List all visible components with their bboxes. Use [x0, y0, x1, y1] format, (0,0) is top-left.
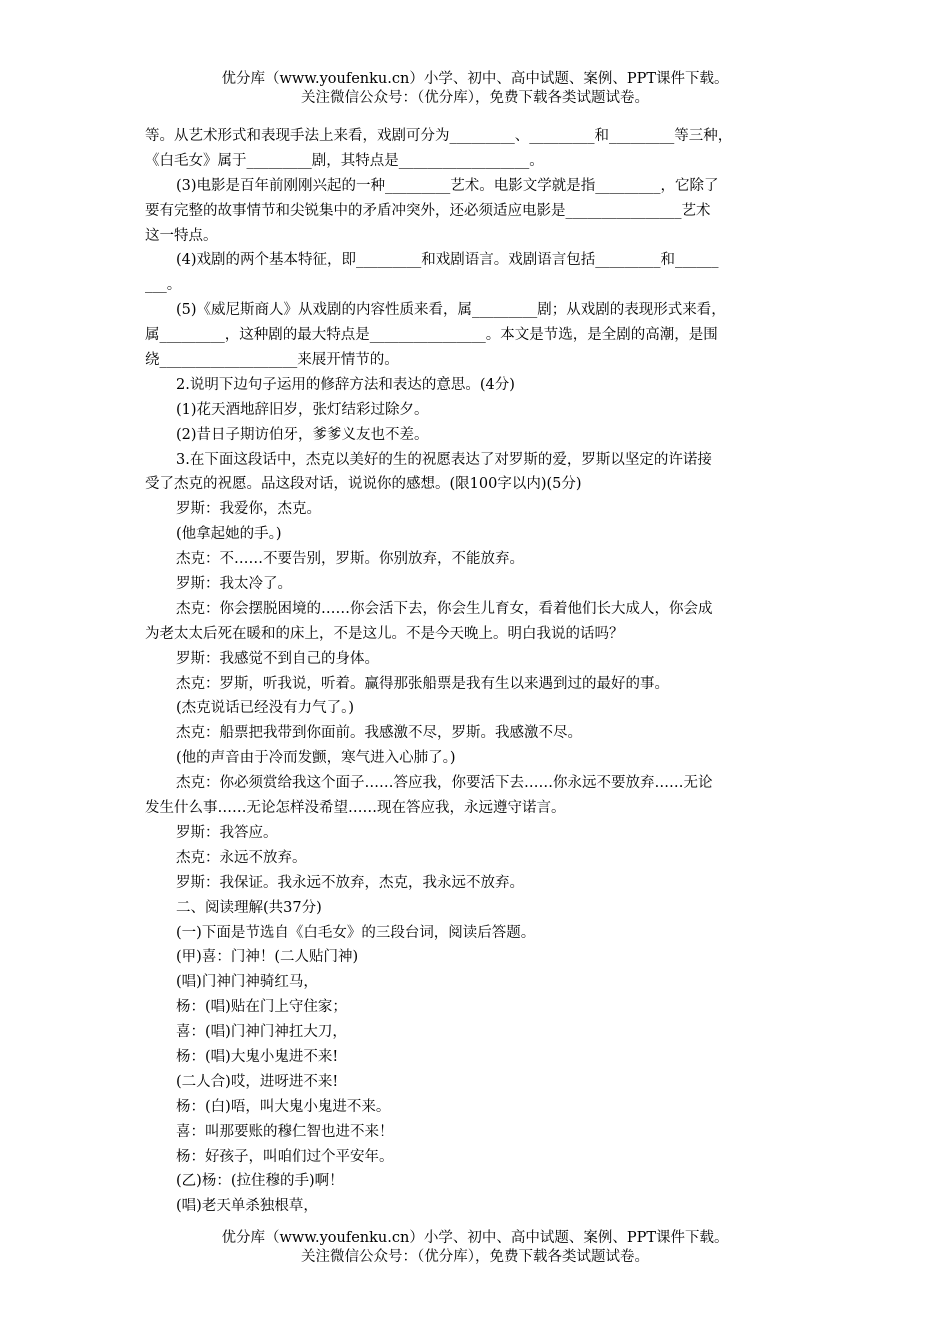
- footer-line-1: 优分库（www.youfenku.cn）小学、初中、高中试题、案例、PPT课件下载。: [221, 1230, 729, 1246]
- dialogue-line: 杰克：不……不要告别，罗斯。你别放弃，不能放弃。: [176, 551, 524, 568]
- text-line: 等。从艺术形式和表现手法上来看，戏剧可分为_________、_________和_________等三种，: [145, 128, 733, 144]
- script-line: (二人合)哎，进呀进不来!: [176, 1073, 339, 1090]
- dialogue-line: 杰克：你会摆脱困境的……你会活下去，你会生儿育女，看着他们长大成人，你会成: [176, 600, 713, 617]
- dialogue-line: 杰克：你必须赏给我这个面子……答应我，你要活下去……你永远不要放弃……无论: [176, 775, 713, 792]
- script-line: 杨：好孩子，叫咱们过个平安年。: [176, 1148, 394, 1165]
- text-line: (5)《威尼斯商人》从戏剧的内容性质来看，属_________剧；从戏剧的表现形式来看，: [176, 302, 726, 319]
- script-line: 杨：(白)唔，叫大鬼小鬼进不来。: [176, 1098, 391, 1115]
- dialogue-line: 罗斯：我保证。我永远不放弃，杰克，我永远不放弃。: [176, 874, 524, 891]
- text-line: 《白毛女》属于_________剧，其特点是__________________。: [145, 152, 544, 169]
- text-line: (2)昔日子期访伯牙，爹爹义友也不差。: [176, 426, 429, 443]
- text-line: 受了杰克的祝愿。品这段对话，说说你的感想。(限100字以内)(5分): [145, 476, 582, 493]
- text-line: (3)电影是百年前刚刚兴起的一种_________艺术。电影文学就是指_________，它除了: [176, 177, 719, 194]
- dialogue-line: 发生什么事……无论怎样没希望……现在答应我，永远遵守诺言。: [145, 800, 566, 817]
- text-line: (4)戏剧的两个基本特征，即_________和戏剧语言。戏剧语言包括_________和______: [176, 252, 719, 269]
- script-line: 喜：叫那要账的穆仁智也进不来！: [176, 1123, 394, 1140]
- dialogue-line: 罗斯：我感觉不到自己的身体。: [176, 650, 379, 667]
- footer-line-2: 关注微信公众号：（优分库），免费下载各类试题试卷。: [301, 1249, 649, 1265]
- text-line: 属_________，这种剧的最大特点是________________。本文是节选，是全剧的高潮，是围: [145, 327, 718, 344]
- dialogue-line: 为老太太后死在暖和的床上，不是这儿。不是今天晚上。明白我说的话吗？: [145, 625, 624, 642]
- section-heading: 二、阅读理解(共37分): [176, 899, 322, 916]
- page-header: [0, 70, 950, 108]
- document-body: [145, 124, 813, 1219]
- stage-direction: (他的声音由于冷而发颤，寒气进入心肺了。): [176, 750, 456, 767]
- text-line: 绕___________________来展开情节的。: [145, 352, 399, 369]
- script-line: 喜：(唱)门神门神扛大刀，: [176, 1024, 347, 1041]
- header-line-2: 关注微信公众号：（优分库），免费下载各类试题试卷。: [301, 90, 649, 106]
- question-heading: 3.在下面这段话中，杰克以美好的生的祝愿表达了对罗斯的爱，罗斯以坚定的许诺接: [176, 451, 712, 468]
- text-line: ___。: [145, 277, 182, 294]
- dialogue-line: 罗斯：我答应。: [176, 824, 278, 841]
- dialogue-line: 杰克：永远不放弃。: [176, 849, 307, 866]
- dialogue-line: 罗斯：我爱你，杰克。: [176, 501, 321, 518]
- header-line-1: 优分库（www.youfenku.cn）小学、初中、高中试题、案例、PPT课件下载。: [221, 71, 729, 87]
- dialogue-line: 杰克：船票把我带到你面前。我感激不尽，罗斯。我感激不尽。: [176, 725, 582, 742]
- question-heading: 2.说明下边句子运用的修辞方法和表达的意思。(4分): [176, 376, 515, 393]
- dialogue-line: 杰克：罗斯，听我说，听着。赢得那张船票是我有生以来遇到过的最好的事。: [176, 675, 669, 692]
- text-line: (1)花天酒地辞旧岁，张灯结彩过除夕。: [176, 401, 429, 418]
- stage-direction: (他拿起她的手。): [176, 526, 282, 543]
- text-line: 要有完整的故事情节和尖锐集中的矛盾冲突外，还必须适应电影是________________艺术: [145, 202, 711, 219]
- script-line: 杨：(唱)大鬼小鬼进不来!: [176, 1048, 339, 1065]
- text-line: (一)下面是节选自《白毛女》的三段台词，阅读后答题。: [176, 924, 536, 941]
- script-line: (唱)老天单杀独根草，: [176, 1198, 318, 1215]
- stage-direction: (杰克说话已经没有力气了。): [176, 700, 355, 717]
- script-line: (乙)杨：(拉住穆的手)啊！: [176, 1173, 344, 1190]
- script-line: (唱)门神门神骑红马，: [176, 974, 318, 991]
- script-line: (甲)喜：门神！(二人贴门神): [176, 949, 359, 966]
- dialogue-line: 罗斯：我太冷了。: [176, 576, 292, 593]
- text-line: 这一特点。: [145, 227, 218, 244]
- page-footer: [0, 1229, 950, 1267]
- script-line: 杨：(唱)贴在门上守住家；: [176, 999, 347, 1016]
